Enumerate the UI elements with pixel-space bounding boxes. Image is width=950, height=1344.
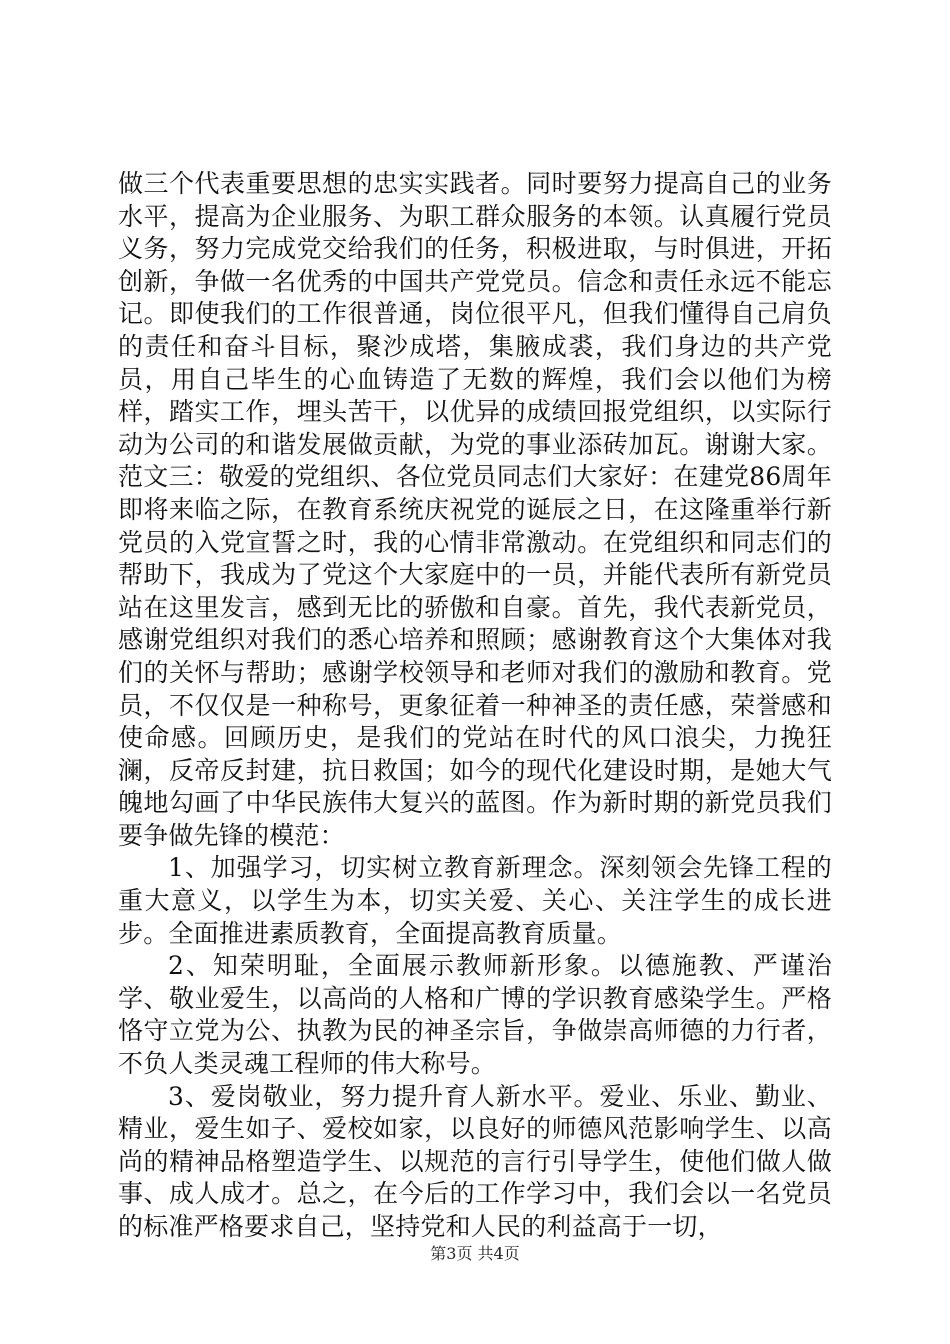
paragraph-item-2: 2、知荣明耻，全面展示教师新形象。以德施教、严谨治学、敬业爱生，以高尚的人格和广博的学识教育感染学生。严格恪守立党为公、执教为民的神圣宗旨，争做崇高师德的力行者，不负人类灵魂工程师的伟大称号。 (118, 951, 832, 1079)
page-footer: 第3页 共4页 (430, 1244, 520, 1263)
paragraph-intro: 做三个代表重要思想的忠实实践者。同时要努力提高自己的业务水平，提高为企业服务、为职工群众服务的本领。认真履行党员义务，努力完成党交给我们的任务，积极进取，与时俱进，开拓创新，争做一名优秀的中国共产党党员。信念和责任永远不能忘记。即使我们的工作很普通，岗位很平凡，但我们懂得自己肩负的责任和奋斗目标，聚沙成塔，集腋成裘，我们身边的共产党员，用自己毕生的心血铸造了无数的辉煌，我们会以他们为榜样，踏实工作，埋头苦干，以优异的成绩回报党组织，以实际行动为公司的和谐发展做贡献，为党的事业添砖加瓦。谢谢大家。范文三：敬爱的党组织、各位党员同志们大家好：在建党86周年即将来临之际，在教育系统庆祝党的诞辰之日，在这隆重举行新党员的入党宣誓之时，我的心情非常激动。在党组织和同志们的帮助下，我成为了党这个大家庭中的一员，并能代表所有新党员站在这里发言，感到无比的骄傲和自豪。首先，我代表新党员，感谢党组织对我们的悉心培养和照顾；感谢教育这个大集体对我们的关怀与帮助；感谢学校领导和老师对我们的激励和教育。党员，不仅仅是一种称号，更象征着一种神圣的责任感，荣誉感和使命感。回顾历史，是我们的党站在时代的风口浪尖，力挽狂澜，反帝反封建，抗日救国；如今的现代化建设时期，是她大气魄地勾画了中华民族伟大复兴的蓝图。作为新时期的新党员我们要争做先锋的模范： (118, 169, 832, 850)
paragraph-item-1: 1、加强学习，切实树立教育新理念。深刻领会先锋工程的重大意义，以学生为本，切实关爱、关心、关注学生的成长进步。全面推进素质教育，全面提高教育质量。 (118, 853, 832, 948)
body-text (118, 168, 832, 1244)
paragraph-item-3: 3、爱岗敬业，努力提升育人新水平。爱业、乐业、勤业、精业，爱生如子、爱校如家，以良好的师德风范影响学生、以高尚的精神品格塑造学生、以规范的言行引导学生，使他们做人做事、成人成才。总之，在今后的工作学习中，我们会以一名党员的标准严格要求自己，坚持党和人民的利益高于一切， (118, 1081, 832, 1241)
